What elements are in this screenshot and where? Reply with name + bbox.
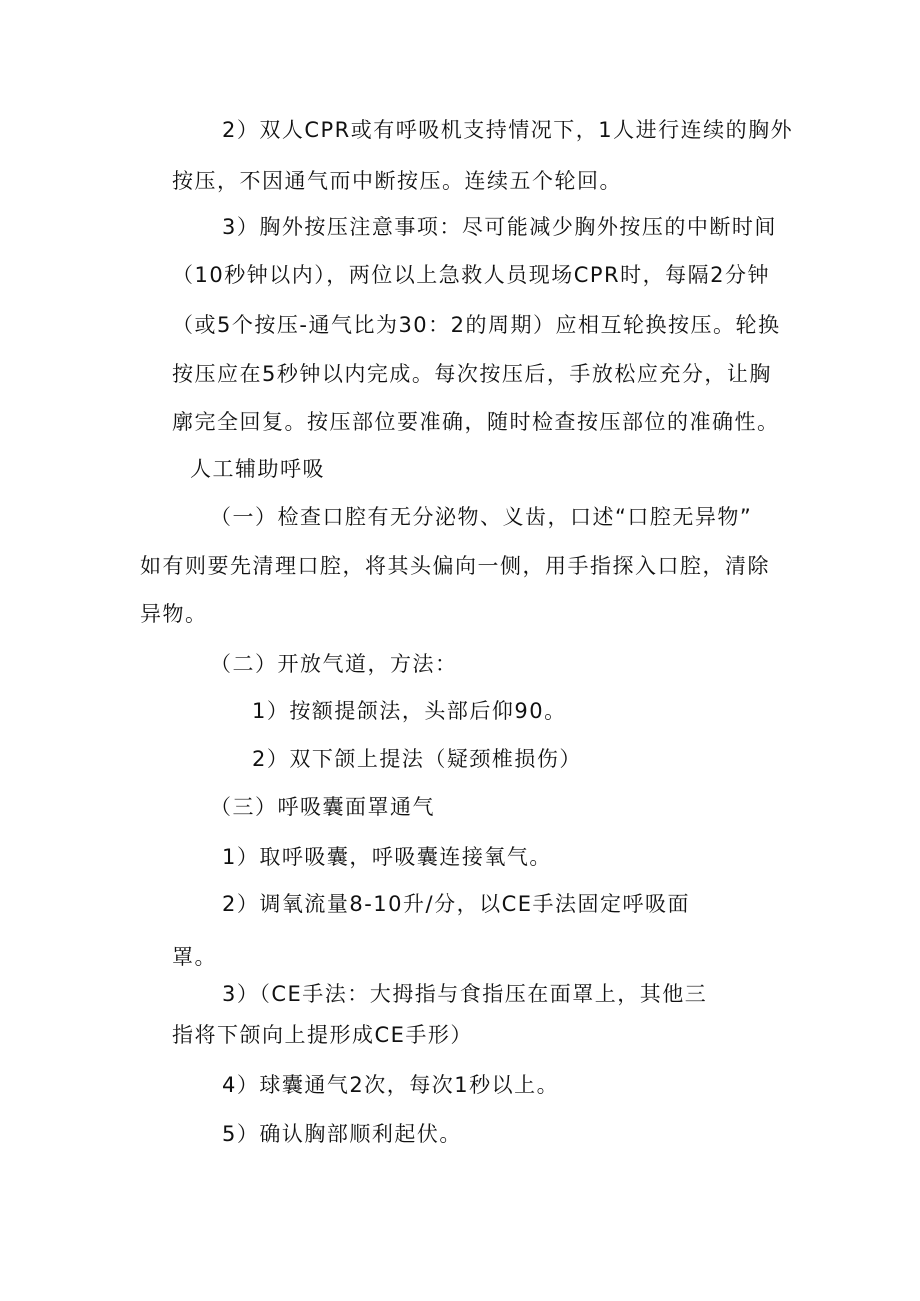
paragraph-line: （10秒钟以内），两位以上急救人员现场CPR时，每隔2分钟 (172, 263, 770, 287)
list-item: 4）球囊通气2次，每次1秒以上。 (222, 1073, 560, 1097)
list-item: 2）双下颌上提法（疑颈椎损伤） (252, 747, 582, 771)
paragraph-line: 按压，不因通气而中断按压。连续五个轮回。 (172, 169, 622, 193)
list-item: 1）按额提颌法，头部后仰90。 (252, 699, 567, 723)
list-item: 5）确认胸部顺利起伏。 (222, 1122, 462, 1146)
paragraph-line: （或5个按压-通气比为30：2的周期）应相互轮换按压。轮换 (172, 313, 781, 337)
paragraph-line: 廓完全回复。按压部位要准确，随时检查按压部位的准确性。 (172, 410, 780, 434)
list-item: 1）取呼吸囊，呼吸囊连接氧气。 (222, 845, 552, 869)
paragraph-line: 2）双人CPR或有呼吸机支持情况下，1人进行连续的胸外 (222, 118, 794, 142)
section-heading: 人工辅助呼吸 (190, 457, 325, 481)
subheading: （三）呼吸囊面罩通气 (210, 795, 435, 819)
list-item-continuation: 罩。 (172, 945, 217, 969)
paragraph-line: 异物。 (140, 602, 208, 626)
list-item: 3）（CE手法：大拇指与食指压在面罩上，其他三 (222, 982, 708, 1006)
list-item-continuation: 指将下颌向上提形成CE手形） (172, 1023, 473, 1047)
subheading: （二）开放气道，方法： (210, 652, 458, 676)
paragraph-line: 按压应在5秒钟以内完成。每次按压后，手放松应充分，让胸 (172, 362, 772, 386)
list-item: 2）调氧流量8-10升/分，以CE手法固定呼吸面 (222, 892, 691, 916)
paragraph-line: 如有则要先清理口腔，将其头偏向一侧，用手指探入口腔，清除 (140, 554, 770, 578)
paragraph-line: （一）检查口腔有无分泌物、义齿，口述“口腔无异物” (210, 505, 753, 529)
paragraph-line: 3）胸外按压注意事项：尽可能减少胸外按压的中断时间 (222, 215, 777, 239)
